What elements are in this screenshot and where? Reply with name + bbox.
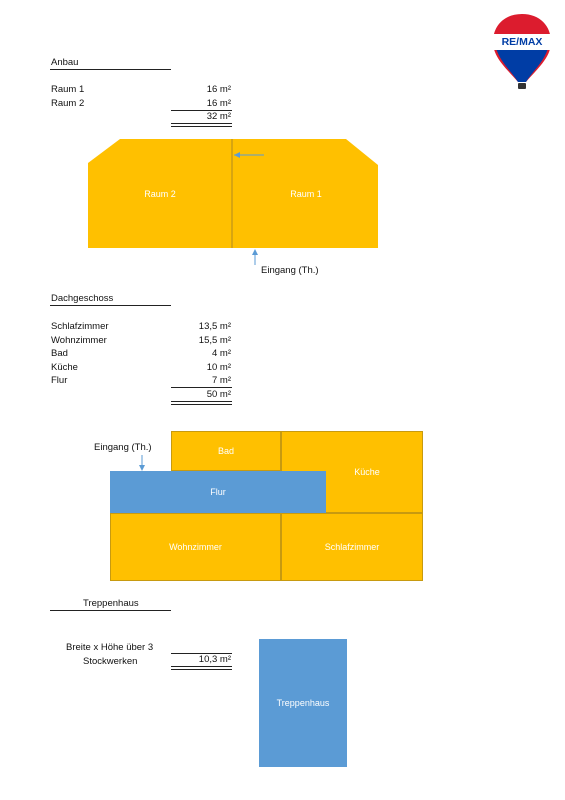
stair-area: 10,3 m² <box>198 654 231 665</box>
heading-underline <box>50 610 171 611</box>
room-schlafzimmer-label: Schlafzimmer <box>324 542 380 552</box>
room-label: Wohnzimmer <box>51 335 107 346</box>
room-area: 16 m² <box>206 84 231 95</box>
remax-balloon-logo <box>490 12 554 92</box>
room-flur-label: Flur <box>210 487 226 497</box>
entrance-arrow-icon <box>137 455 147 471</box>
entrance-arrow-icon <box>250 249 260 265</box>
room-flur <box>110 471 326 513</box>
entrance-label: Eingang (Th.) <box>261 265 319 276</box>
anbau-floor-plan <box>88 139 378 249</box>
heading-underline <box>50 305 171 306</box>
stair-desc-line-1: Breite x Höhe über 3 <box>66 642 154 653</box>
section-heading-dachgeschoss: Dachgeschoss <box>51 293 114 304</box>
room-bad-label: Bad <box>217 446 234 456</box>
room-label: Raum 1 <box>51 84 85 95</box>
room-raum-1: Raum 1 <box>290 189 322 199</box>
room-label: Küche <box>51 362 78 373</box>
entrance-label: Eingang (Th.) <box>94 442 152 453</box>
room-bad <box>171 431 281 471</box>
room-raum-2: Raum 2 <box>144 189 176 199</box>
room-wohnzimmer <box>110 513 281 581</box>
room-area: 13,5 m² <box>198 321 231 332</box>
total-double-line <box>171 401 232 405</box>
room-treppenhaus <box>259 639 347 767</box>
room-area: 10 m² <box>206 362 231 373</box>
room-area: 15,5 m² <box>198 335 231 346</box>
stair-desc-line-2: Stockwerken <box>83 656 138 667</box>
room-wohnzimmer-label: Wohnzimmer <box>169 542 222 552</box>
room-schlafzimmer <box>281 513 423 581</box>
sum-line <box>171 387 232 388</box>
section-heading-anbau: Anbau <box>51 57 79 68</box>
room-area: 4 m² <box>212 348 231 359</box>
room-kueche-label: Küche <box>354 467 380 477</box>
room-label: Raum 2 <box>51 98 85 109</box>
total-double-line <box>171 666 232 670</box>
total-area: 32 m² <box>206 111 231 122</box>
room-treppenhaus-label: Treppenhaus <box>276 698 330 708</box>
room-area: 16 m² <box>206 98 231 109</box>
total-area: 50 m² <box>206 389 231 400</box>
room-label: Bad <box>51 348 68 359</box>
room-label: Flur <box>51 375 68 386</box>
room-area: 7 m² <box>212 375 231 386</box>
heading-underline <box>50 69 171 70</box>
room-label: Schlafzimmer <box>51 321 109 332</box>
logo-text: RE/MAX <box>501 36 543 48</box>
total-double-line <box>171 123 232 127</box>
section-heading-treppenhaus: Treppenhaus <box>83 598 139 609</box>
